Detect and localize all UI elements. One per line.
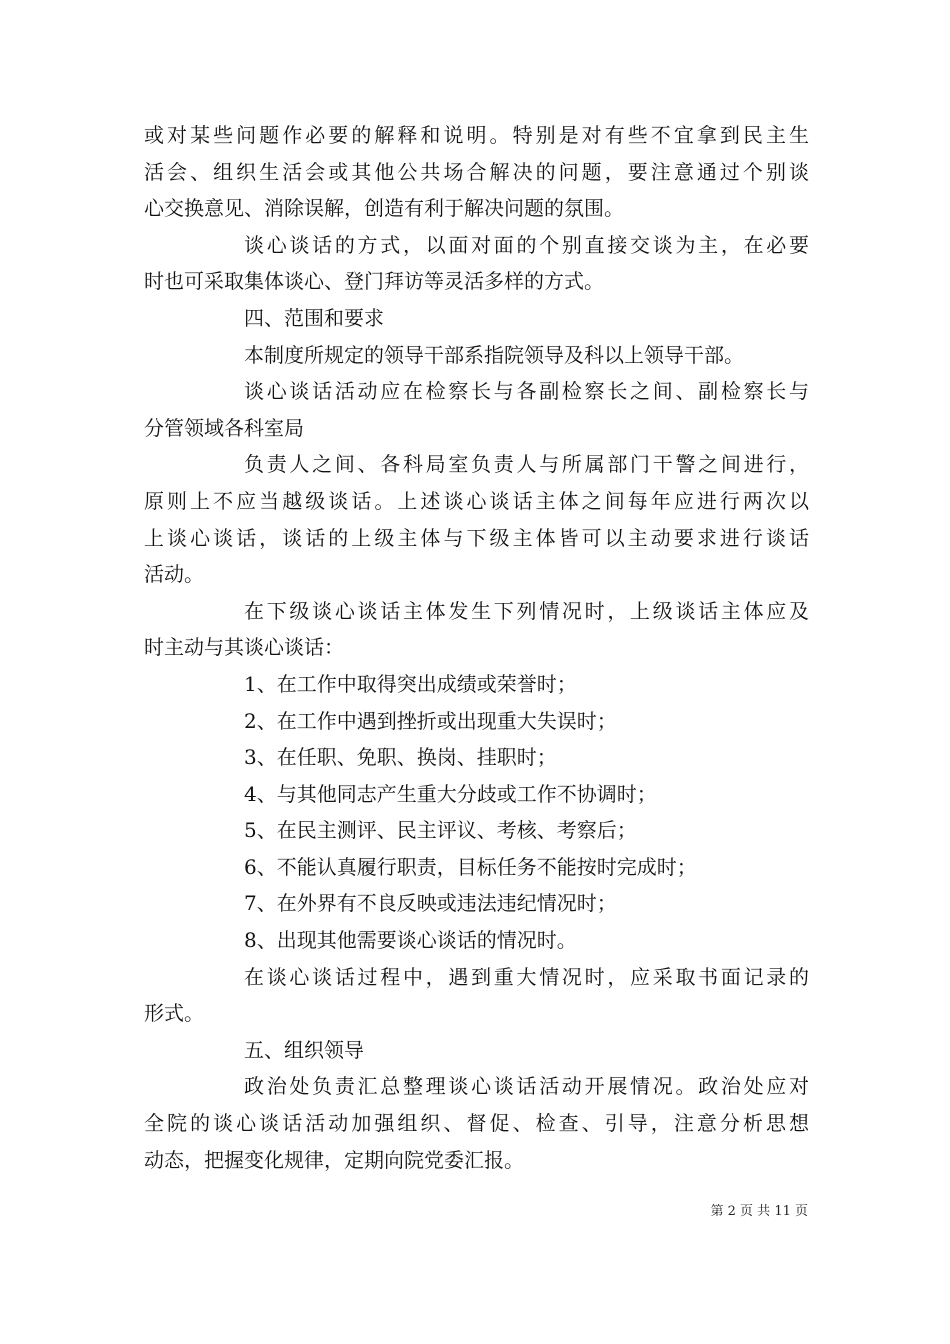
page-number-footer: 第 2 页 共 11 页 [710, 1204, 808, 1219]
text-line: 时主动与其谈心谈话： [144, 635, 344, 660]
text-line: 7、在外界有不良反映或违法违纪情况时； [244, 891, 617, 916]
text-line: 负责人之间、各科局室负责人与所属部门干警之间进行， [244, 452, 809, 477]
text-line: 活动。 [144, 562, 204, 587]
text-line: 3、在任职、免职、换岗、挂职时； [244, 745, 557, 770]
text-line: 2、在工作中遇到挫折或出现重大失误时； [244, 708, 617, 733]
text-line: 5、在民主测评、民主评议、考核、考察后； [244, 818, 637, 843]
text-line: 动态，把握变化规律，定期向院党委汇报。 [144, 1147, 524, 1172]
text-line: 四、范围和要求 [244, 305, 384, 330]
text-line: 1、在工作中取得突出成绩或荣誉时； [244, 671, 577, 696]
text-line: 上谈心谈话，谈话的上级主体与下级主体皆可以主动要求进行谈话 [144, 525, 809, 550]
text-line: 或对某些问题作必要的解释和说明。特别是对有些不宜拿到民主生 [144, 123, 809, 147]
text-line: 4、与其他同志产生重大分歧或工作不协调时； [244, 781, 657, 806]
text-line: 在谈心谈话过程中，遇到重大情况时，应采取书面记录的 [244, 964, 809, 989]
text-line: 五、组织领导 [244, 1037, 364, 1062]
text-line: 心交换意见、消除误解，创造有利于解决问题的氛围。 [144, 196, 624, 221]
document-body [144, 117, 809, 1178]
text-line: 政治处负责汇总整理谈心谈话活动开展情况。政治处应对 [244, 1074, 809, 1099]
text-line: 形式。 [144, 1001, 204, 1026]
text-line: 6、不能认真履行职责，目标任务不能按时完成时； [244, 854, 697, 879]
text-line: 分管领域各科室局 [144, 415, 304, 440]
text-line: 谈心谈话的方式，以面对面的个别直接交谈为主，在必要 [244, 232, 809, 257]
text-line: 全院的谈心谈话活动加强组织、督促、检查、引导，注意分析思想 [144, 1111, 809, 1136]
text-line: 本制度所规定的领导干部系指院领导及科以上领导干部。 [244, 342, 744, 367]
text-line: 原则上不应当越级谈话。上述谈心谈话主体之间每年应进行两次以 [144, 488, 809, 513]
text-line: 活会、组织生活会或其他公共场合解决的问题，要注意通过个别谈 [144, 159, 809, 184]
text-line: 8、出现其他需要谈心谈话的情况时。 [244, 928, 577, 953]
text-line: 谈心谈话活动应在检察长与各副检察长之间、副检察长与 [244, 379, 809, 404]
text-line: 时也可采取集体谈心、登门拜访等灵活多样的方式。 [144, 269, 604, 294]
text-line: 在下级谈心谈话主体发生下列情况时，上级谈话主体应及 [244, 598, 809, 623]
